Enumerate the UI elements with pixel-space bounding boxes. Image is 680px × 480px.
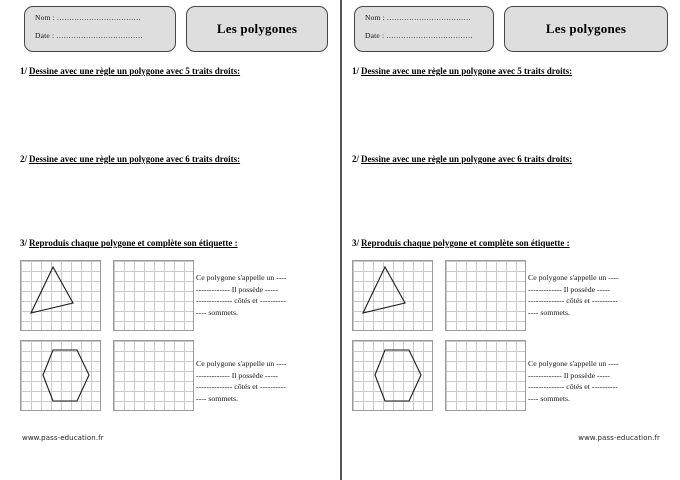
date-field[interactable]	[365, 31, 485, 40]
label-line-4: ---- sommets.	[196, 393, 239, 403]
name-dots: ..................................	[387, 13, 472, 22]
exercise-text-3: Reproduis chaque polygone et complète son étiquette :	[361, 238, 570, 248]
exercise-heading-1	[352, 66, 572, 76]
date-dots: ...................................	[386, 31, 474, 40]
label-line-4: ---- sommets.	[528, 393, 571, 403]
date-label: Date :	[365, 31, 387, 40]
triangle-polygon	[31, 267, 73, 313]
grid-row-triangle	[352, 260, 526, 331]
triangle-svg	[353, 261, 434, 332]
header-row	[0, 0, 340, 52]
label-line-3: -------------- côtés et ----------	[528, 296, 618, 305]
worksheet-title-box	[504, 6, 668, 52]
exercise-number-2: 2/	[352, 154, 360, 164]
triangle-svg	[21, 261, 102, 332]
worksheet-title-box	[186, 6, 328, 52]
hexagon-svg	[353, 341, 434, 412]
polygon-label-2[interactable]	[196, 358, 314, 404]
label-line-4: ---- sommets.	[196, 307, 239, 317]
label-line-2: ------------- Il possède -----	[196, 370, 279, 380]
hexagon-svg	[21, 341, 102, 412]
label-line-4: ---- sommets.	[528, 307, 571, 317]
grid-answer-triangle[interactable]	[113, 260, 194, 331]
grid-answer-hexagon[interactable]	[113, 340, 194, 411]
label-line-1: Ce polygone s'appelle un ----	[196, 273, 287, 282]
label-line-3: -------------- côtés et ----------	[196, 296, 286, 305]
grid-model-hexagon	[352, 340, 433, 411]
exercise-heading-2	[352, 154, 572, 164]
grid-row-hexagon	[20, 340, 194, 411]
hexagon-polygon	[375, 350, 421, 401]
exercise-number-3: 3/	[20, 238, 28, 248]
exercise-text-2: Dessine avec une règle un polygone avec 6 traits droits:	[361, 154, 573, 164]
label-line-3: -------------- côtés et ----------	[528, 382, 618, 391]
name-field[interactable]	[35, 13, 167, 22]
label-line-1: Ce polygone s'appelle un ----	[528, 359, 619, 368]
exercise-number-1: 1/	[352, 66, 360, 76]
name-label: Nom :	[365, 13, 388, 22]
label-line-2: ------------- Il possède -----	[196, 284, 279, 294]
exercise-heading-3	[352, 238, 570, 248]
footer-url[interactable]: www.pass-education.fr	[22, 434, 104, 442]
name-dots: ..................................	[57, 13, 142, 22]
grid-model-hexagon	[20, 340, 101, 411]
date-field[interactable]	[35, 31, 167, 40]
hexagon-polygon	[43, 350, 89, 401]
grid-model-triangle	[20, 260, 101, 331]
worksheet-panel-right	[340, 0, 680, 480]
grid-row-triangle	[20, 260, 194, 331]
exercise-number-3: 3/	[352, 238, 360, 248]
name-field[interactable]	[365, 13, 485, 22]
grid-model-triangle	[352, 260, 433, 331]
triangle-polygon	[363, 267, 405, 313]
header-row	[342, 0, 680, 52]
exercise-number-2: 2/	[20, 154, 28, 164]
date-dots: ...................................	[56, 31, 144, 40]
footer-url[interactable]: www.pass-education.fr	[578, 434, 660, 442]
polygon-label-2[interactable]	[528, 358, 646, 404]
polygon-label-1[interactable]	[196, 272, 314, 318]
student-info-box	[24, 6, 176, 52]
exercise-heading-2	[20, 154, 240, 164]
exercise-text-2: Dessine avec une règle un polygone avec 6 traits droits:	[29, 154, 241, 164]
exercise-heading-1	[20, 66, 240, 76]
exercise-text-1: Dessine avec une règle un polygone avec 5 traits droits:	[361, 66, 573, 76]
page-title: Les polygones	[216, 21, 298, 36]
label-line-3: -------------- côtés et ----------	[196, 382, 286, 391]
label-line-1: Ce polygone s'appelle un ----	[196, 359, 287, 368]
grid-row-hexagon	[352, 340, 526, 411]
grid-answer-hexagon[interactable]	[445, 340, 526, 411]
name-label: Nom :	[35, 13, 58, 22]
exercise-text-1: Dessine avec une règle un polygone avec 5 traits droits:	[29, 66, 241, 76]
exercise-text-3: Reproduis chaque polygone et complète son étiquette :	[29, 238, 238, 248]
page-title: Les polygones	[545, 21, 627, 36]
polygon-label-1[interactable]	[528, 272, 646, 318]
grid-answer-triangle[interactable]	[445, 260, 526, 331]
label-line-2: ------------- Il possède -----	[528, 284, 611, 294]
label-line-2: ------------- Il possède -----	[528, 370, 611, 380]
date-label: Date :	[35, 31, 57, 40]
label-line-1: Ce polygone s'appelle un ----	[528, 273, 619, 282]
student-info-box	[354, 6, 494, 52]
exercise-heading-3	[20, 238, 238, 248]
exercise-number-1: 1/	[20, 66, 28, 76]
